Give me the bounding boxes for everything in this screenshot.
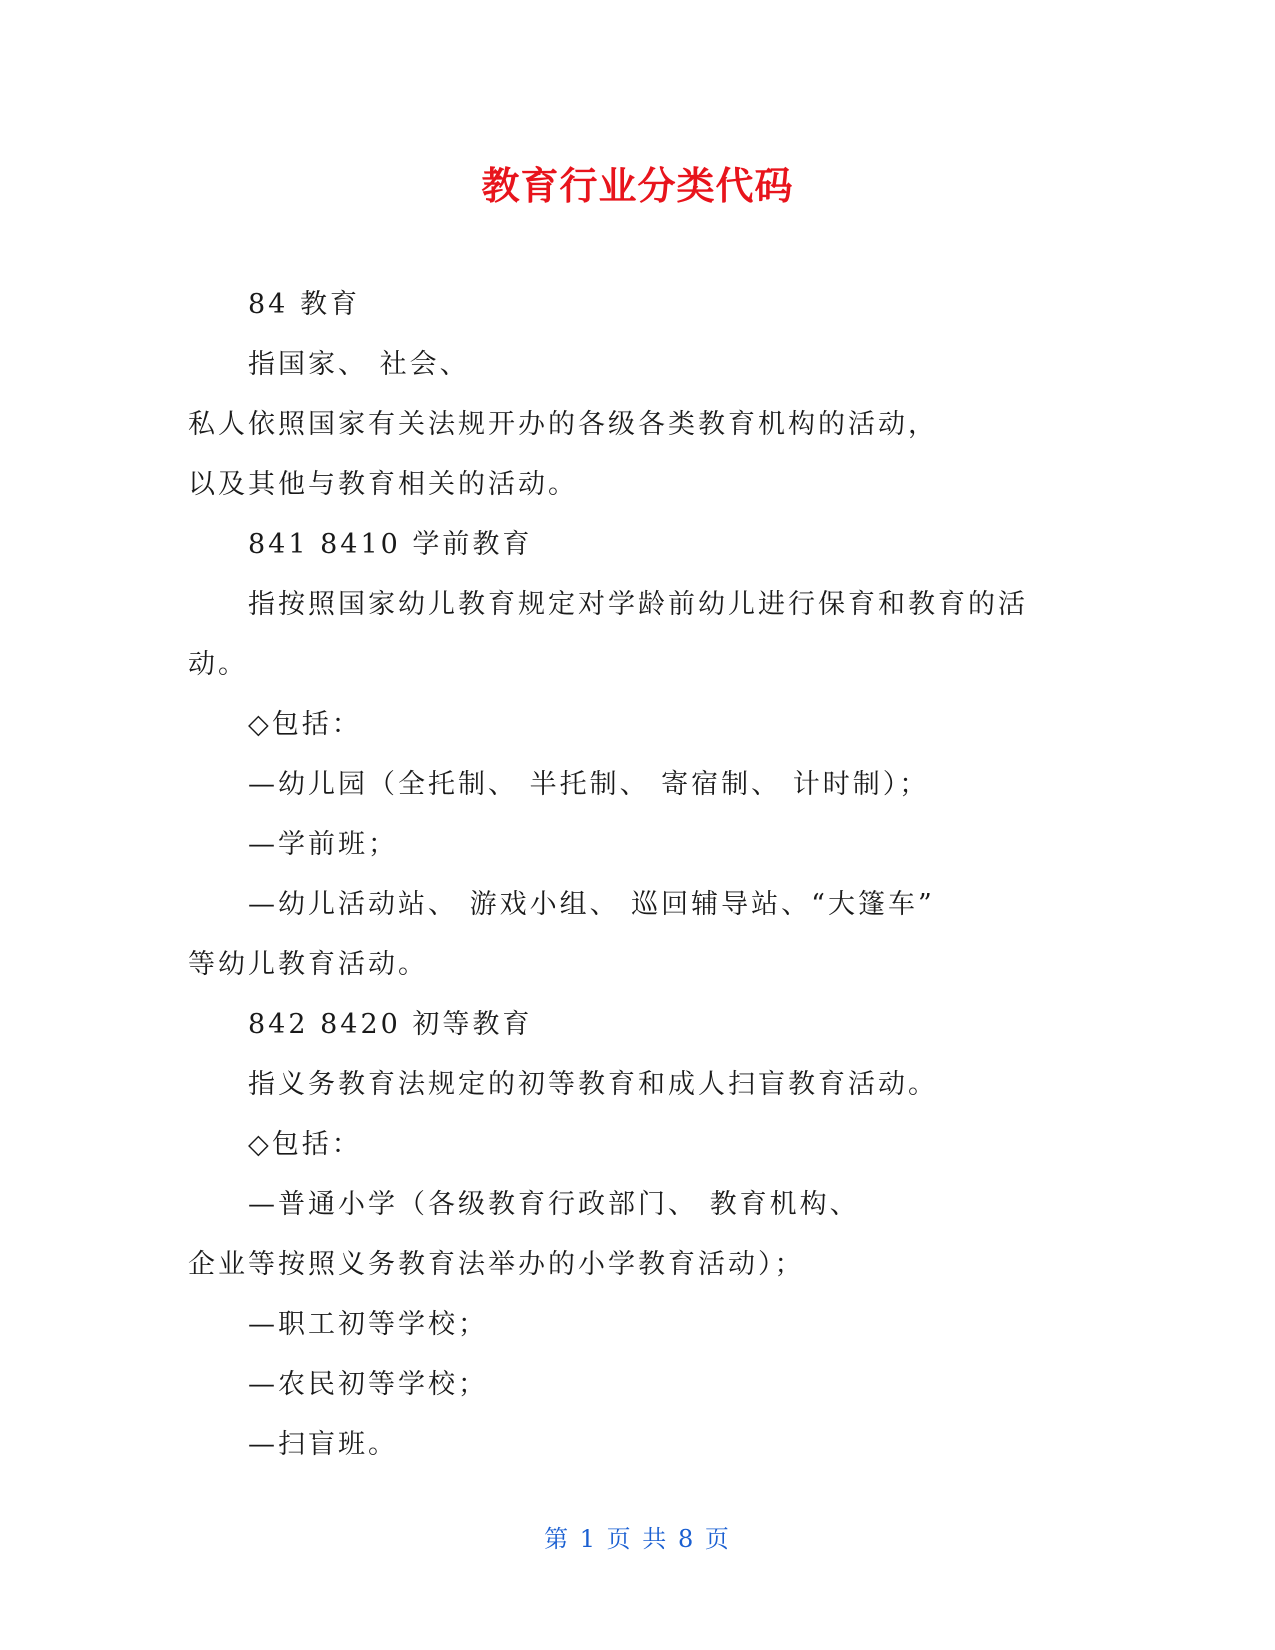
body-line-19: —扫盲班。 xyxy=(248,1429,398,1460)
body-line-17: —职工初等学校； xyxy=(248,1309,488,1340)
body-line-2: 私人依照国家有关法规开办的各级各类教育机构的活动， xyxy=(188,409,938,440)
page-footer: 第 1 页 共 8 页 xyxy=(544,1525,731,1553)
body-line-15: —普通小学（各级教育行政部门、 教育机构、 xyxy=(248,1189,860,1220)
body-line-0: 84 教育 xyxy=(248,289,360,320)
body-line-16: 企业等按照义务教育法举办的小学教育活动）； xyxy=(188,1249,805,1280)
body-line-8: —幼儿园（全托制、 半托制、 寄宿制、 计时制）； xyxy=(248,769,930,800)
body-line-1: 指国家、 社会、 xyxy=(248,349,470,380)
body-line-7: ◇包括： xyxy=(248,709,362,740)
document-body xyxy=(188,290,1068,1490)
body-line-12: 842 8420 初等教育 xyxy=(248,1009,533,1040)
page-title: 教育行业分类代码 xyxy=(481,164,794,208)
body-line-10: —幼儿活动站、 游戏小组、 巡回辅导站、“大篷车” xyxy=(248,889,935,920)
body-line-9: —学前班； xyxy=(248,829,398,860)
body-line-6: 动。 xyxy=(188,649,248,680)
body-line-3: 以及其他与教育相关的活动。 xyxy=(188,469,578,500)
body-line-11: 等幼儿教育活动。 xyxy=(188,949,428,980)
body-line-13: 指义务教育法规定的初等教育和成人扫盲教育活动。 xyxy=(248,1069,938,1100)
body-line-5: 指按照国家幼儿教育规定对学龄前幼儿进行保育和教育的活 xyxy=(248,589,1028,620)
body-line-4: 841 8410 学前教育 xyxy=(248,529,533,560)
body-line-14: ◇包括： xyxy=(248,1129,362,1160)
body-line-18: —农民初等学校； xyxy=(248,1369,488,1400)
